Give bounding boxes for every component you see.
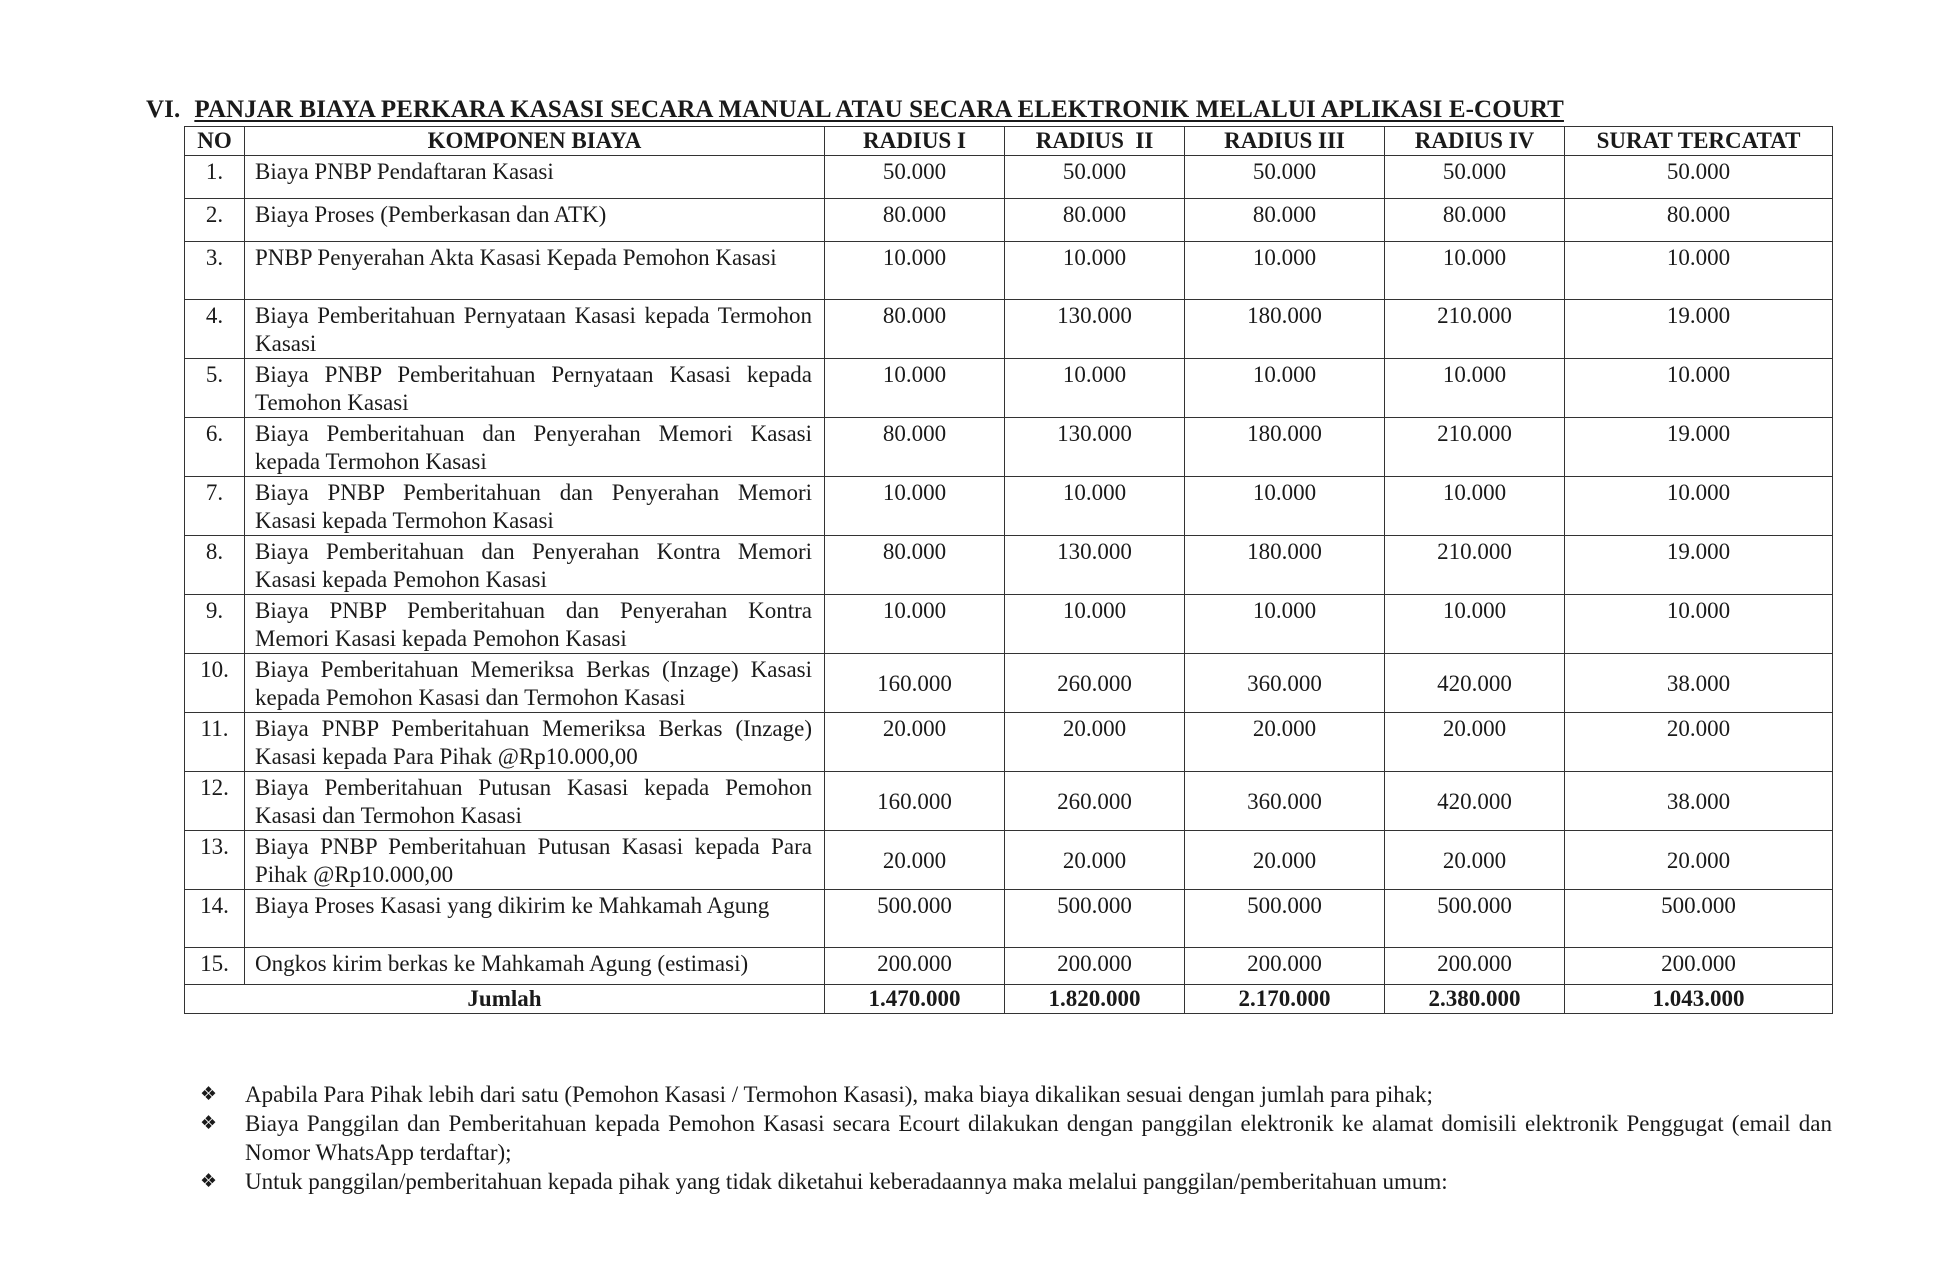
row-radius-1: 10.000 <box>825 477 1005 536</box>
row-surat-tercatat: 200.000 <box>1565 948 1833 985</box>
row-radius-3: 180.000 <box>1185 536 1385 595</box>
row-number: 2. <box>185 199 245 242</box>
row-component: Biaya PNBP Pemberitahuan dan Penyerahan Kontra Memori Kasasi kepada Pemohon Kasasi <box>245 595 825 654</box>
table-row <box>185 772 1833 831</box>
table-row <box>185 890 1833 948</box>
row-radius-4: 420.000 <box>1385 654 1565 713</box>
row-radius-3: 360.000 <box>1185 654 1385 713</box>
row-radius-1: 50.000 <box>825 156 1005 199</box>
row-radius-4: 210.000 <box>1385 418 1565 477</box>
header-radius-1: RADIUS I <box>825 127 1005 156</box>
table-row <box>185 536 1833 595</box>
row-radius-2: 50.000 <box>1005 156 1185 199</box>
row-radius-4: 20.000 <box>1385 713 1565 772</box>
row-surat-tercatat: 38.000 <box>1565 772 1833 831</box>
table-row <box>185 831 1833 890</box>
fee-table <box>184 126 1833 1014</box>
row-radius-3: 180.000 <box>1185 300 1385 359</box>
row-component: Biaya Pemberitahuan Pernyataan Kasasi kepada Termohon Kasasi <box>245 300 825 359</box>
row-radius-4: 200.000 <box>1385 948 1565 985</box>
row-radius-3: 10.000 <box>1185 595 1385 654</box>
row-radius-2: 130.000 <box>1005 536 1185 595</box>
row-radius-1: 20.000 <box>825 831 1005 890</box>
table-row <box>185 359 1833 418</box>
row-surat-tercatat: 20.000 <box>1565 713 1833 772</box>
row-number: 12. <box>185 772 245 831</box>
row-component: Biaya Pemberitahuan dan Penyerahan Kontra Memori Kasasi kepada Pemohon Kasasi <box>245 536 825 595</box>
total-surat-tercatat: 1.043.000 <box>1565 985 1833 1014</box>
row-component: Biaya Pemberitahuan dan Penyerahan Memori Kasasi kepada Termohon Kasasi <box>245 418 825 477</box>
row-radius-3: 80.000 <box>1185 199 1385 242</box>
row-component: Biaya Pemberitahuan Memeriksa Berkas (Inzage) Kasasi kepada Pemohon Kasasi dan Termohon Kasasi <box>245 654 825 713</box>
row-radius-1: 500.000 <box>825 890 1005 948</box>
row-component: Biaya PNBP Pemberitahuan Pernyataan Kasasi kepada Temohon Kasasi <box>245 359 825 418</box>
row-number: 1. <box>185 156 245 199</box>
table-row <box>185 948 1833 985</box>
row-radius-1: 80.000 <box>825 418 1005 477</box>
row-component: Biaya Proses Kasasi yang dikirim ke Mahkamah Agung <box>245 890 825 948</box>
row-radius-4: 210.000 <box>1385 536 1565 595</box>
row-radius-1: 20.000 <box>825 713 1005 772</box>
note-item <box>200 1109 1832 1167</box>
row-surat-tercatat: 10.000 <box>1565 477 1833 536</box>
table-row <box>185 199 1833 242</box>
row-number: 5. <box>185 359 245 418</box>
row-radius-4: 50.000 <box>1385 156 1565 199</box>
row-number: 8. <box>185 536 245 595</box>
row-radius-2: 260.000 <box>1005 772 1185 831</box>
total-row <box>185 985 1833 1014</box>
total-radius-2: 1.820.000 <box>1005 985 1185 1014</box>
note-text: Untuk panggilan/pemberitahuan kepada pihak yang tidak diketahui keberadaannya maka melalui panggilan/pemberitahuan umum: <box>245 1169 1448 1194</box>
row-radius-2: 500.000 <box>1005 890 1185 948</box>
row-surat-tercatat: 19.000 <box>1565 418 1833 477</box>
row-radius-2: 20.000 <box>1005 713 1185 772</box>
row-surat-tercatat: 19.000 <box>1565 300 1833 359</box>
row-number: 10. <box>185 654 245 713</box>
total-label: Jumlah <box>185 985 825 1014</box>
row-radius-2: 130.000 <box>1005 418 1185 477</box>
row-surat-tercatat: 80.000 <box>1565 199 1833 242</box>
row-radius-2: 10.000 <box>1005 477 1185 536</box>
row-radius-4: 10.000 <box>1385 242 1565 300</box>
row-radius-2: 10.000 <box>1005 595 1185 654</box>
row-radius-3: 50.000 <box>1185 156 1385 199</box>
table-row <box>185 242 1833 300</box>
row-radius-4: 10.000 <box>1385 359 1565 418</box>
row-component: Ongkos kirim berkas ke Mahkamah Agung (estimasi) <box>245 948 825 985</box>
row-radius-1: 80.000 <box>825 536 1005 595</box>
row-component: Biaya PNBP Pemberitahuan dan Penyerahan Memori Kasasi kepada Termohon Kasasi <box>245 477 825 536</box>
row-radius-4: 420.000 <box>1385 772 1565 831</box>
row-radius-4: 500.000 <box>1385 890 1565 948</box>
table-header-row <box>185 127 1833 156</box>
row-surat-tercatat: 500.000 <box>1565 890 1833 948</box>
table-body <box>185 156 1833 1014</box>
row-surat-tercatat: 19.000 <box>1565 536 1833 595</box>
row-number: 13. <box>185 831 245 890</box>
row-radius-1: 160.000 <box>825 772 1005 831</box>
table-row <box>185 156 1833 199</box>
total-radius-3: 2.170.000 <box>1185 985 1385 1014</box>
row-number: 4. <box>185 300 245 359</box>
total-radius-4: 2.380.000 <box>1385 985 1565 1014</box>
header-component: KOMPONEN BIAYA <box>245 127 825 156</box>
section-title: PANJAR BIAYA PERKARA KASASI SECARA MANUAL ATAU SECARA ELEKTRONIK MELALUI APLIKASI E-COURT <box>194 96 1564 123</box>
table-row <box>185 654 1833 713</box>
row-number: 7. <box>185 477 245 536</box>
row-component: Biaya Pemberitahuan Putusan Kasasi kepada Pemohon Kasasi dan Termohon Kasasi <box>245 772 825 831</box>
table-row <box>185 300 1833 359</box>
row-surat-tercatat: 50.000 <box>1565 156 1833 199</box>
note-text: Apabila Para Pihak lebih dari satu (Pemohon Kasasi / Termohon Kasasi), maka biaya dikalikan sesuai dengan jumlah para pihak; <box>245 1082 1433 1107</box>
row-component: Biaya PNBP Pemberitahuan Memeriksa Berkas (Inzage) Kasasi kepada Para Pihak @Rp10.000,00 <box>245 713 825 772</box>
row-number: 11. <box>185 713 245 772</box>
note-item <box>200 1167 1832 1196</box>
row-radius-3: 500.000 <box>1185 890 1385 948</box>
row-radius-3: 180.000 <box>1185 418 1385 477</box>
header-radius-2: RADIUS II <box>1005 127 1185 156</box>
header-surat-tercatat: SURAT TERCATAT <box>1565 127 1833 156</box>
section-heading <box>146 96 1564 124</box>
row-radius-3: 10.000 <box>1185 477 1385 536</box>
row-radius-3: 10.000 <box>1185 359 1385 418</box>
row-radius-4: 20.000 <box>1385 831 1565 890</box>
row-radius-1: 10.000 <box>825 359 1005 418</box>
diamond-bullet-icon: ❖ <box>200 1083 218 1105</box>
row-radius-3: 10.000 <box>1185 242 1385 300</box>
row-radius-3: 20.000 <box>1185 713 1385 772</box>
row-radius-4: 10.000 <box>1385 595 1565 654</box>
header-radius-4: RADIUS IV <box>1385 127 1565 156</box>
note-text: Biaya Panggilan dan Pemberitahuan kepada Pemohon Kasasi secara Ecourt dilakukan dengan panggilan elektronik ke alamat domisili elektronik Penggugat (email dan Nomor WhatsApp terdaftar); <box>245 1111 1832 1165</box>
row-radius-1: 200.000 <box>825 948 1005 985</box>
row-surat-tercatat: 10.000 <box>1565 242 1833 300</box>
section-number: VI. <box>146 96 181 123</box>
row-radius-1: 80.000 <box>825 199 1005 242</box>
row-radius-4: 10.000 <box>1385 477 1565 536</box>
row-radius-3: 200.000 <box>1185 948 1385 985</box>
row-surat-tercatat: 20.000 <box>1565 831 1833 890</box>
table-row <box>185 418 1833 477</box>
row-radius-2: 260.000 <box>1005 654 1185 713</box>
row-radius-2: 200.000 <box>1005 948 1185 985</box>
row-radius-1: 160.000 <box>825 654 1005 713</box>
table-row <box>185 713 1833 772</box>
row-radius-2: 20.000 <box>1005 831 1185 890</box>
row-radius-2: 10.000 <box>1005 242 1185 300</box>
table-row <box>185 477 1833 536</box>
row-radius-3: 20.000 <box>1185 831 1385 890</box>
row-component: Biaya Proses (Pemberkasan dan ATK) <box>245 199 825 242</box>
note-item <box>200 1080 1832 1109</box>
row-number: 3. <box>185 242 245 300</box>
row-surat-tercatat: 10.000 <box>1565 359 1833 418</box>
row-radius-4: 210.000 <box>1385 300 1565 359</box>
total-radius-1: 1.470.000 <box>825 985 1005 1014</box>
row-number: 14. <box>185 890 245 948</box>
row-number: 15. <box>185 948 245 985</box>
row-component: Biaya PNBP Pemberitahuan Putusan Kasasi kepada Para Pihak @Rp10.000,00 <box>245 831 825 890</box>
row-radius-2: 10.000 <box>1005 359 1185 418</box>
row-radius-2: 130.000 <box>1005 300 1185 359</box>
diamond-bullet-icon: ❖ <box>200 1170 218 1192</box>
row-radius-1: 10.000 <box>825 242 1005 300</box>
header-radius-3: RADIUS III <box>1185 127 1385 156</box>
row-surat-tercatat: 10.000 <box>1565 595 1833 654</box>
notes-list <box>200 1080 1832 1196</box>
row-component: PNBP Penyerahan Akta Kasasi Kepada Pemohon Kasasi <box>245 242 825 300</box>
row-radius-2: 80.000 <box>1005 199 1185 242</box>
row-radius-3: 360.000 <box>1185 772 1385 831</box>
diamond-bullet-icon: ❖ <box>200 1112 218 1134</box>
row-radius-1: 80.000 <box>825 300 1005 359</box>
header-no: NO <box>185 127 245 156</box>
row-radius-4: 80.000 <box>1385 199 1565 242</box>
row-surat-tercatat: 38.000 <box>1565 654 1833 713</box>
row-component: Biaya PNBP Pendaftaran Kasasi <box>245 156 825 199</box>
row-number: 9. <box>185 595 245 654</box>
row-radius-1: 10.000 <box>825 595 1005 654</box>
row-number: 6. <box>185 418 245 477</box>
table-row <box>185 595 1833 654</box>
